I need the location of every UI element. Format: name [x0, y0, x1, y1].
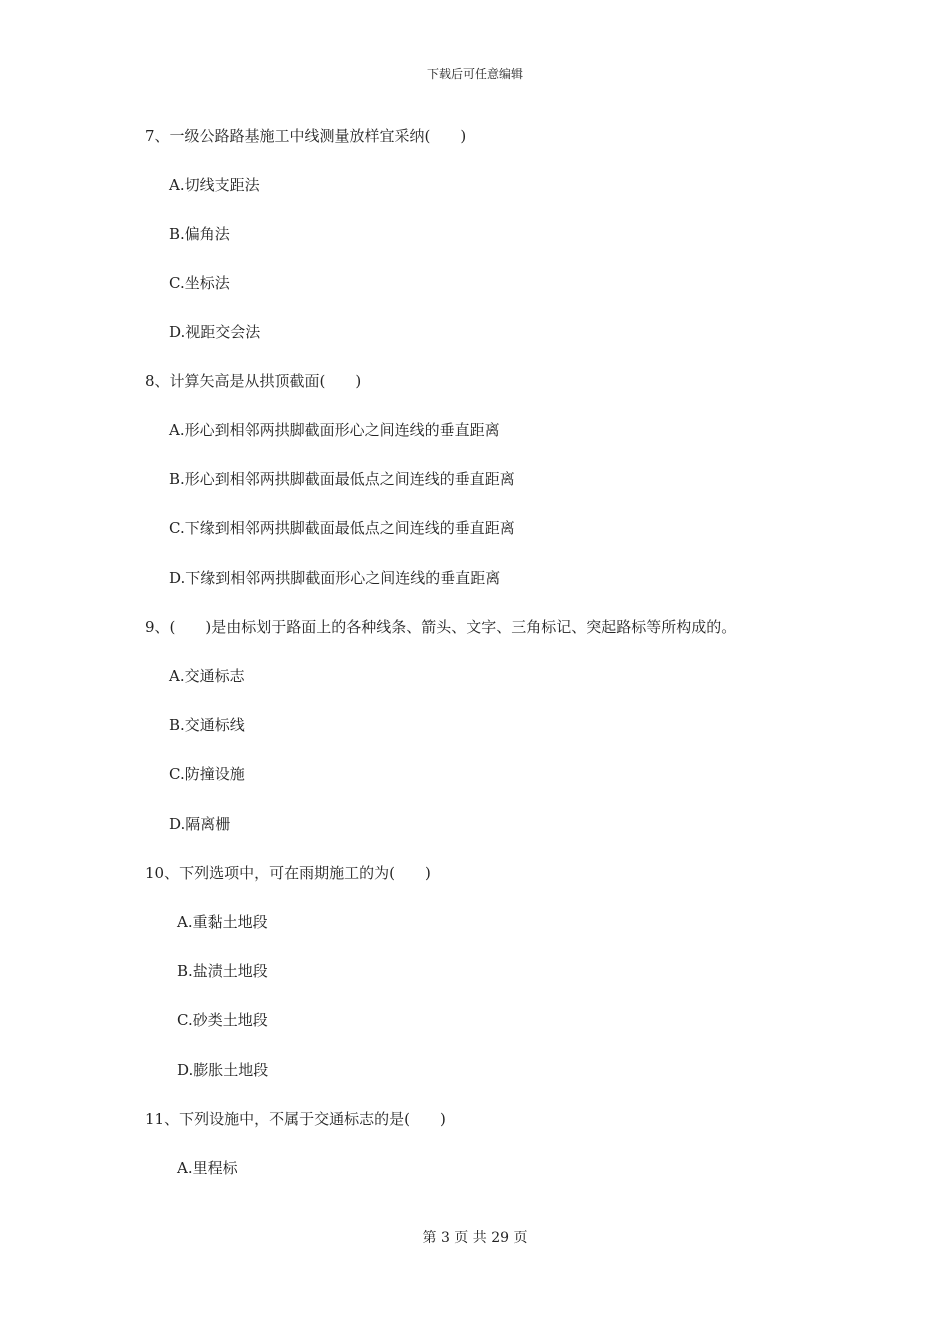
- question-8-option-c: C.下缘到相邻两拱脚截面最低点之间连线的垂直距离: [169, 519, 515, 537]
- question-10-option-d: D.膨胀土地段: [177, 1061, 269, 1079]
- question-11-stem: 11、下列设施中，不属于交通标志的是( ): [145, 1110, 446, 1128]
- page-footer: 第 3 页 共 29 页: [422, 1230, 528, 1246]
- question-7-option-c: C.坐标法: [169, 274, 230, 292]
- question-8-option-a: A.形心到相邻两拱脚截面形心之间连线的垂直距离: [169, 421, 500, 439]
- question-8-stem: 8、计算矢高是从拱顶截面( ): [145, 372, 362, 390]
- question-7-option-d: D.视距交会法: [169, 323, 261, 341]
- question-7-stem: 7、一级公路路基施工中线测量放样宜采纳( ): [145, 127, 467, 145]
- question-9-option-b: B.交通标线: [169, 716, 245, 734]
- question-8-option-b: B.形心到相邻两拱脚截面最低点之间连线的垂直距离: [169, 470, 515, 488]
- question-7-option-b: B.偏角法: [169, 225, 230, 243]
- question-11-option-a: A.里程标: [177, 1159, 238, 1177]
- question-10-option-c: C.砂类土地段: [177, 1011, 268, 1029]
- question-7-option-a: A.切线支距法: [169, 176, 260, 194]
- question-9-option-d: D.隔离栅: [169, 815, 231, 833]
- question-9-option-c: C.防撞设施: [169, 765, 245, 783]
- page-header: 下载后可任意编辑: [426, 67, 523, 81]
- question-10-option-b: B.盐渍土地段: [177, 962, 268, 980]
- question-9-stem: 9、( )是由标划于路面上的各种线条、箭头、文字、三角标记、突起路标等所构成的。: [145, 618, 737, 636]
- question-10-stem: 10、下列选项中，可在雨期施工的为( ): [145, 864, 431, 882]
- question-9-option-a: A.交通标志: [169, 667, 245, 685]
- question-8-option-d: D.下缘到相邻两拱脚截面形心之间连线的垂直距离: [169, 569, 501, 587]
- question-10-option-a: A.重黏土地段: [177, 913, 268, 931]
